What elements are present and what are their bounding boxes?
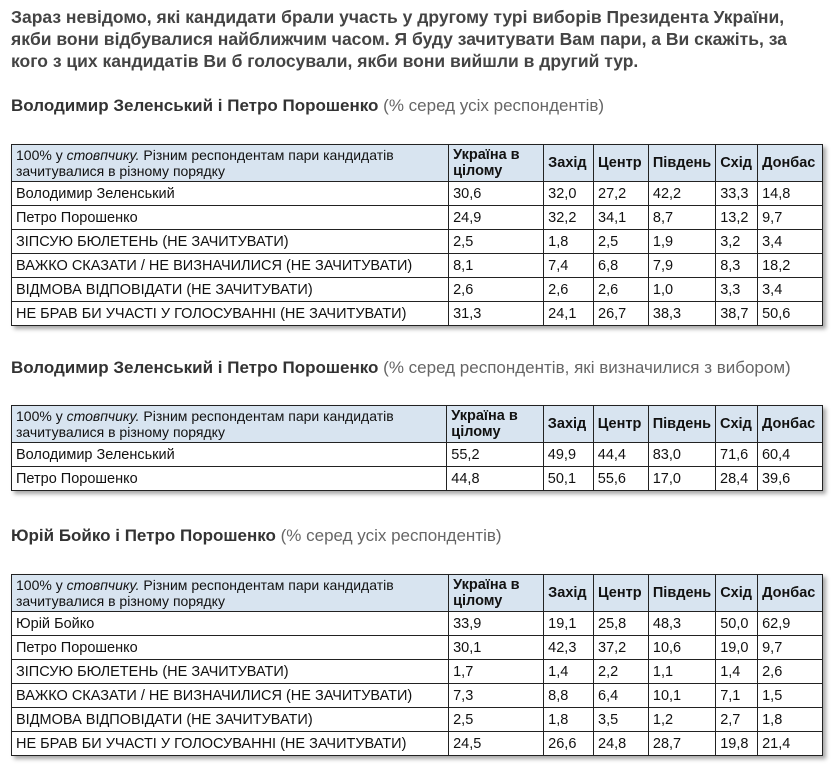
row-label: Петро Порошенко [12, 206, 449, 230]
table-cell: 30,6 [449, 182, 544, 206]
table-cell: 1,7 [449, 660, 544, 684]
table-cell: 50,1 [543, 467, 593, 491]
table-cell: 8,7 [648, 206, 715, 230]
table-header-row [12, 145, 823, 182]
table-cell: 8,1 [449, 254, 544, 278]
section-1-table [11, 144, 823, 326]
table-row [12, 254, 823, 278]
table-cell: 49,9 [543, 443, 593, 467]
row-label: Петро Порошенко [12, 636, 449, 660]
table-cell: 37,2 [594, 636, 649, 660]
table-cell: 1,5 [758, 684, 823, 708]
table-cell: 9,7 [758, 636, 823, 660]
col-ukraine: Україна в цілому [449, 145, 544, 182]
section-2-title-note: (% серед респондентів, які визначилися з вибором) [383, 358, 791, 377]
col-east: Схід [716, 406, 758, 443]
col-donbas: Донбас [758, 575, 823, 612]
table-header-row [12, 406, 823, 443]
table-cell: 55,2 [447, 443, 544, 467]
row-label: НЕ БРАВ БИ УЧАСТІ У ГОЛОСУВАННІ (НЕ ЗАЧИТУВАТИ) [12, 732, 449, 756]
table-row [12, 708, 823, 732]
table-cell: 32,0 [544, 182, 594, 206]
header-description [12, 145, 449, 182]
table-cell: 10,6 [648, 636, 715, 660]
table-cell: 38,3 [648, 302, 715, 326]
table-cell: 60,4 [757, 443, 822, 467]
table-cell: 3,5 [594, 708, 649, 732]
table-cell: 14,8 [758, 182, 823, 206]
table-cell: 33,9 [449, 612, 544, 636]
row-label: ВАЖКО СКАЗАТИ / НЕ ВИЗНАЧИЛИСЯ (НЕ ЗАЧИТУВАТИ) [12, 254, 449, 278]
table-cell: 8,8 [544, 684, 594, 708]
table-row [12, 467, 823, 491]
table-cell: 24,5 [449, 732, 544, 756]
desc-italic: стовпчику. [66, 408, 140, 424]
table-cell: 2,6 [544, 278, 594, 302]
table-cell: 24,9 [449, 206, 544, 230]
section-1-title [11, 95, 604, 117]
desc-prefix: 100% у [16, 147, 63, 163]
table-cell: 44,8 [447, 467, 544, 491]
table-row [12, 732, 823, 756]
table-cell: 83,0 [648, 443, 715, 467]
table-cell: 3,2 [716, 230, 758, 254]
table-cell: 17,0 [648, 467, 715, 491]
col-south: Південь [648, 406, 715, 443]
table-cell: 31,3 [449, 302, 544, 326]
table-row [12, 278, 823, 302]
table-cell: 3,3 [716, 278, 758, 302]
section-2-table [11, 405, 823, 491]
row-label: Володимир Зеленський [12, 443, 447, 467]
table-cell: 2,2 [594, 660, 649, 684]
row-label: Юрій Бойко [12, 612, 449, 636]
table-cell: 62,9 [758, 612, 823, 636]
row-label: ЗІПСУЮ БЮЛЕТЕНЬ (НЕ ЗАЧИТУВАТИ) [12, 230, 449, 254]
table-cell: 21,4 [758, 732, 823, 756]
table-cell: 44,4 [593, 443, 648, 467]
col-west: Захід [544, 575, 594, 612]
table-cell: 3,4 [758, 230, 823, 254]
table-row [12, 206, 823, 230]
table-cell: 1,9 [648, 230, 715, 254]
section-3-title-bold: Юрій Бойко і Петро Порошенко [11, 526, 276, 545]
table-cell: 7,3 [449, 684, 544, 708]
table-cell: 27,2 [594, 182, 649, 206]
table-row [12, 443, 823, 467]
section-2-title-bold: Володимир Зеленський і Петро Порошенко [11, 358, 379, 377]
table-cell: 48,3 [648, 612, 715, 636]
section-1-title-note: (% серед усіх респондентів) [383, 96, 605, 115]
table-cell: 2,7 [716, 708, 758, 732]
row-label: Володимир Зеленський [12, 182, 449, 206]
table-cell: 1,0 [648, 278, 715, 302]
table-row [12, 612, 823, 636]
table-cell: 1,2 [648, 708, 715, 732]
table-cell: 50,0 [716, 612, 758, 636]
section-1-title-bold: Володимир Зеленський і Петро Порошенко [11, 96, 379, 115]
table-cell: 6,8 [594, 254, 649, 278]
table-cell: 24,1 [544, 302, 594, 326]
table-cell: 25,8 [594, 612, 649, 636]
col-ukraine: Україна в цілому [447, 406, 544, 443]
desc-italic: стовпчику. [66, 147, 140, 163]
section-1-body [12, 182, 823, 326]
table-row [12, 302, 823, 326]
table-cell: 2,5 [594, 230, 649, 254]
table-row [12, 230, 823, 254]
col-center: Центр [593, 406, 648, 443]
table-cell: 10,1 [648, 684, 715, 708]
desc-prefix: 100% у [16, 577, 63, 593]
table-cell: 26,6 [544, 732, 594, 756]
section-3-body [12, 612, 823, 756]
table-cell: 7,9 [648, 254, 715, 278]
table-cell: 50,6 [758, 302, 823, 326]
table-header-row [12, 575, 823, 612]
col-donbas: Донбас [758, 145, 823, 182]
col-center: Центр [594, 145, 649, 182]
col-south: Південь [648, 575, 715, 612]
row-label: Петро Порошенко [12, 467, 447, 491]
col-south: Південь [648, 145, 715, 182]
table-cell: 55,6 [593, 467, 648, 491]
section-3-title-note: (% серед усіх респондентів) [280, 526, 502, 545]
table-cell: 8,3 [716, 254, 758, 278]
section-3-title [11, 525, 502, 547]
table-cell: 1,4 [544, 660, 594, 684]
intro-question: Зараз невідомо, які кандидати брали участь у другому турі виборів Президента України, якби вони відбувалися найближчим часом. Я буду зачитувати Вам пари, а Ви скажіть, за кого з цих кандидатів Ви б голосували, якби вони вийшли в другий тур. [11, 7, 787, 71]
table-cell: 24,8 [594, 732, 649, 756]
col-west: Захід [544, 145, 594, 182]
table-row [12, 684, 823, 708]
table-cell: 32,2 [544, 206, 594, 230]
table-cell: 7,4 [544, 254, 594, 278]
col-west: Захід [543, 406, 593, 443]
table-cell: 7,1 [716, 684, 758, 708]
row-label: НЕ БРАВ БИ УЧАСТІ У ГОЛОСУВАННІ (НЕ ЗАЧИТУВАТИ) [12, 302, 449, 326]
table-cell: 34,1 [594, 206, 649, 230]
col-center: Центр [594, 575, 649, 612]
col-east: Схід [716, 575, 758, 612]
table-cell: 28,7 [648, 732, 715, 756]
table-cell: 30,1 [449, 636, 544, 660]
section-2-title [11, 357, 791, 379]
table-cell: 2,6 [758, 660, 823, 684]
section-2-body [12, 443, 823, 491]
table-cell: 1,8 [544, 708, 594, 732]
table-cell: 9,7 [758, 206, 823, 230]
table-cell: 1,8 [758, 708, 823, 732]
col-donbas: Донбас [757, 406, 822, 443]
table-cell: 28,4 [716, 467, 758, 491]
desc-rest: Різним респондентам пари кандидатів зачитувалися в різному порядку [16, 577, 394, 609]
table-row [12, 182, 823, 206]
table-cell: 33,3 [716, 182, 758, 206]
table-cell: 42,3 [544, 636, 594, 660]
desc-prefix: 100% у [16, 408, 63, 424]
table-row [12, 636, 823, 660]
table-cell: 6,4 [594, 684, 649, 708]
table-cell: 19,0 [716, 636, 758, 660]
table-cell: 2,6 [449, 278, 544, 302]
header-description [12, 575, 449, 612]
table-cell: 38,7 [716, 302, 758, 326]
desc-italic: стовпчику. [66, 577, 140, 593]
section-3-table [11, 574, 823, 756]
table-cell: 19,1 [544, 612, 594, 636]
row-label: ВАЖКО СКАЗАТИ / НЕ ВИЗНАЧИЛИСЯ (НЕ ЗАЧИТУВАТИ) [12, 684, 449, 708]
table-cell: 71,6 [716, 443, 758, 467]
table-cell: 39,6 [757, 467, 822, 491]
col-east: Схід [716, 145, 758, 182]
row-label: ВІДМОВА ВІДПОВІДАТИ (НЕ ЗАЧИТУВАТИ) [12, 278, 449, 302]
row-label: ЗІПСУЮ БЮЛЕТЕНЬ (НЕ ЗАЧИТУВАТИ) [12, 660, 449, 684]
desc-rest: Різним респондентам пари кандидатів зачитувалися в різному порядку [16, 147, 394, 179]
table-cell: 2,5 [449, 708, 544, 732]
table-cell: 1,8 [544, 230, 594, 254]
table-cell: 42,2 [648, 182, 715, 206]
table-cell: 1,4 [716, 660, 758, 684]
table-cell: 13,2 [716, 206, 758, 230]
table-cell: 1,1 [648, 660, 715, 684]
col-ukraine: Україна в цілому [449, 575, 544, 612]
row-label: ВІДМОВА ВІДПОВІДАТИ (НЕ ЗАЧИТУВАТИ) [12, 708, 449, 732]
table-cell: 2,5 [449, 230, 544, 254]
table-cell: 2,6 [594, 278, 649, 302]
table-cell: 18,2 [758, 254, 823, 278]
table-cell: 3,4 [758, 278, 823, 302]
table-cell: 19,8 [716, 732, 758, 756]
table-row [12, 660, 823, 684]
desc-rest: Різним респондентам пари кандидатів зачитувалися в різному порядку [16, 408, 394, 440]
header-description [12, 406, 447, 443]
table-cell: 26,7 [594, 302, 649, 326]
